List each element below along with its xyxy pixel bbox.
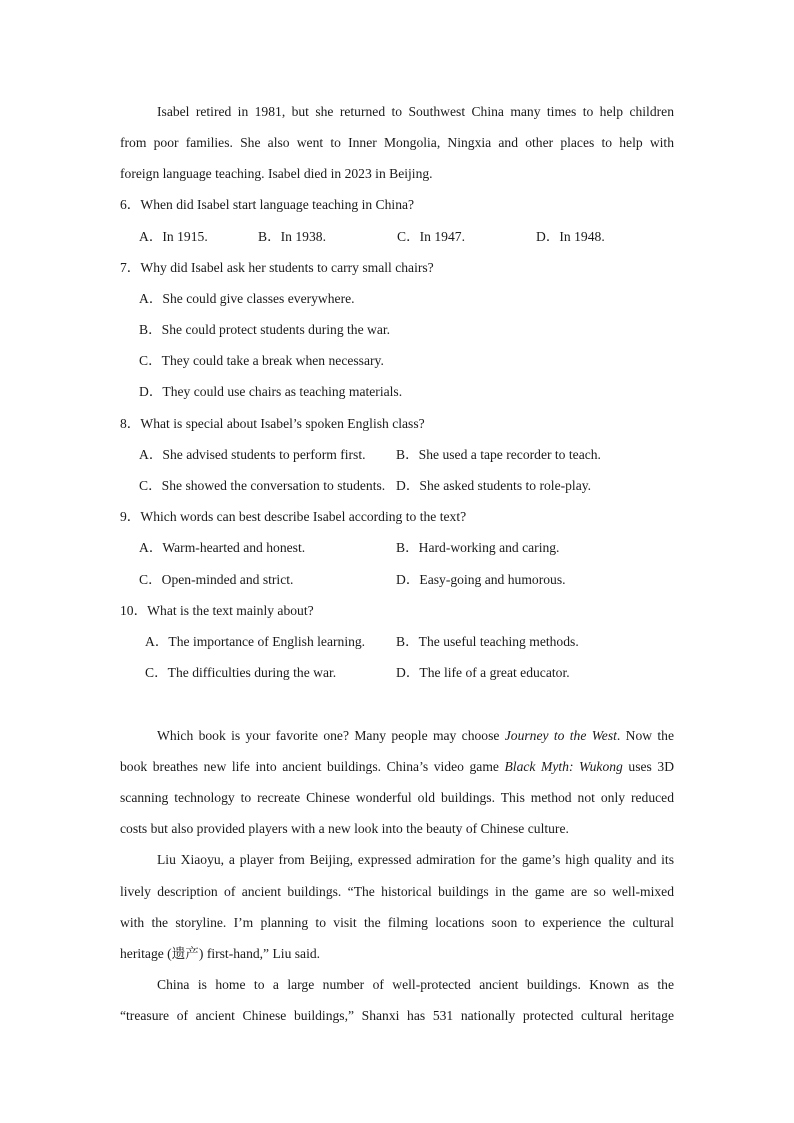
passage2-p1-line-1-text-b: . Now the bbox=[616, 728, 675, 743]
passage2-p3-line-1: China is home to a large number of well-protected ancient buildings. Known as the bbox=[157, 977, 674, 992]
question-9-stem: 9．Which words can best describe Isabel according to the text? bbox=[120, 509, 467, 524]
question-6-option-d: D．In 1948. bbox=[536, 229, 605, 244]
question-6-stem: 6．When did Isabel start language teaching in China? bbox=[120, 197, 415, 212]
passage2-p1-line-4: costs but also provided players with a new look into the beauty of Chinese culture. bbox=[120, 821, 569, 836]
question-10-stem: 10．What is the text mainly about? bbox=[120, 603, 314, 618]
question-9-option-a: A．Warm-hearted and honest. bbox=[139, 540, 306, 555]
question-8-stem: 8．What is special about Isabel’s spoken English class? bbox=[120, 416, 425, 431]
question-10-option-b: B．The useful teaching methods. bbox=[396, 634, 579, 649]
question-8-option-b: B．She used a tape recorder to teach. bbox=[396, 447, 601, 462]
question-9-option-d: D．Easy-going and humorous. bbox=[396, 572, 566, 587]
question-7-option-a: A．She could give classes everywhere. bbox=[139, 291, 355, 306]
passage2-p2-line-1: Liu Xiaoyu, a player from Beijing, expressed admiration for the game’s high quality and its bbox=[157, 852, 674, 867]
game-title-black-myth-wukong: Black Myth: Wukong bbox=[504, 759, 623, 774]
passage2-p2-line-3: with the storyline. I’m planning to visit the filming locations soon to experience the cultural bbox=[120, 915, 674, 930]
question-7-option-b: B．She could protect students during the war. bbox=[139, 322, 391, 337]
book-title-journey-to-the-west: Journey to the West bbox=[504, 728, 617, 743]
question-8-option-d: D．She asked students to role-play. bbox=[396, 478, 592, 493]
passage2-p2-line-4: heritage (遗产) first-hand,” Liu said. bbox=[120, 946, 321, 961]
passage2-p1-line-2 bbox=[120, 758, 674, 776]
passage1-line-1: Isabel retired in 1981, but she returned to Southwest China many times to help children bbox=[157, 104, 674, 119]
question-6-option-c: C．In 1947. bbox=[397, 229, 465, 244]
question-9-option-c: C．Open-minded and strict. bbox=[139, 572, 294, 587]
passage2-p1-line-1 bbox=[157, 727, 674, 745]
passage2-p1-line-1-text-a: Which book is your favorite one? Many people may choose bbox=[157, 728, 505, 743]
question-7-stem: 7．Why did Isabel ask her students to carry small chairs? bbox=[120, 260, 434, 275]
question-7-option-d: D．They could use chairs as teaching materials. bbox=[139, 384, 403, 399]
question-10-option-d: D．The life of a great educator. bbox=[396, 665, 570, 680]
question-10-option-c: C．The difficulties during the war. bbox=[145, 665, 337, 680]
question-8-option-c: C．She showed the conversation to students. bbox=[139, 478, 386, 493]
passage1-line-3: foreign language teaching. Isabel died in 2023 in Beijing. bbox=[120, 166, 433, 181]
question-9-option-b: B．Hard-working and caring. bbox=[396, 540, 560, 555]
question-6-option-a: A．In 1915. bbox=[139, 229, 208, 244]
passage2-p2-line-2: lively description of ancient buildings. “The historical buildings in the game are so well-mixed bbox=[120, 884, 674, 899]
question-6-option-b: B．In 1938. bbox=[258, 229, 326, 244]
passage2-p3-line-2: “treasure of ancient Chinese buildings,” Shanxi has 531 nationally protected cultural heritage bbox=[120, 1008, 674, 1023]
passage2-p1-line-2-text-a: book breathes new life into ancient buildings. China’s video game bbox=[120, 759, 505, 774]
question-8-option-a: A．She advised students to perform first. bbox=[139, 447, 366, 462]
passage2-p1-line-2-text-b: uses 3D bbox=[622, 759, 675, 774]
passage2-p1-line-3: scanning technology to recreate Chinese wonderful old buildings. This method not only reduced bbox=[120, 790, 674, 805]
question-7-option-c: C．They could take a break when necessary. bbox=[139, 353, 384, 368]
passage1-line-2: from poor families. She also went to Inner Mongolia, Ningxia and other places to help with bbox=[120, 135, 674, 150]
question-10-option-a: A．The importance of English learning. bbox=[145, 634, 366, 649]
